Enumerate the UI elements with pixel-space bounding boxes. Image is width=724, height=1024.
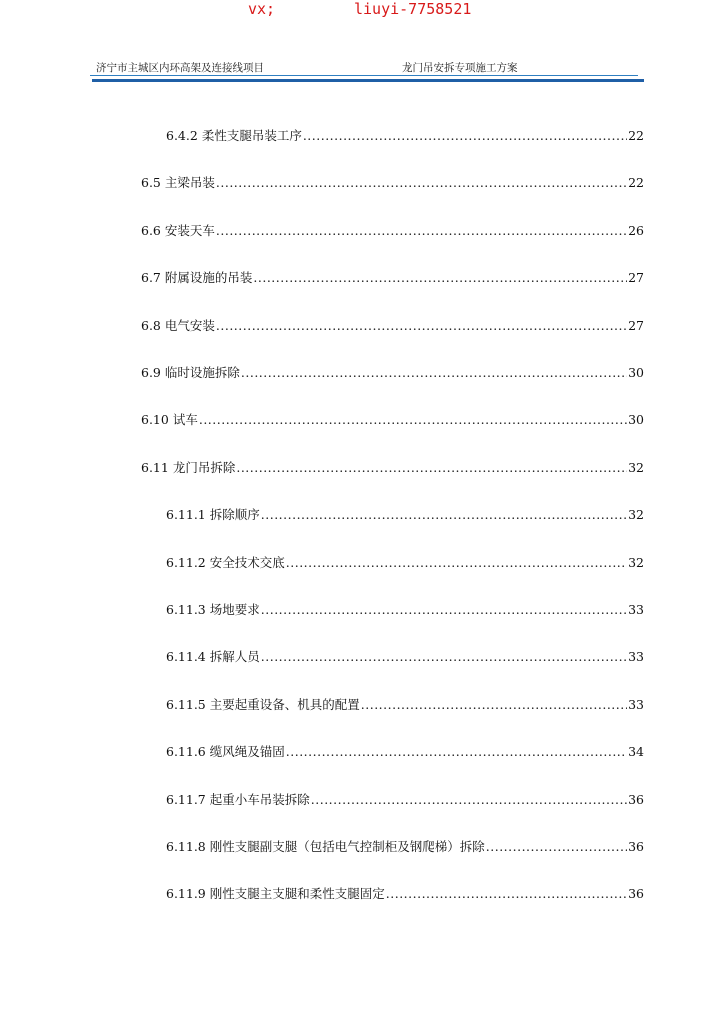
toc-entry-page: 33 (628, 602, 644, 617)
toc-entry-title: 主要起重设备、机具的配置 (209, 696, 360, 712)
toc-entry[interactable] (166, 790, 644, 808)
toc-entry[interactable] (166, 695, 644, 713)
toc-entry[interactable] (141, 410, 644, 428)
toc-entry-page: 27 (628, 270, 644, 286)
toc-entry[interactable] (141, 221, 644, 239)
toc-entry[interactable] (166, 126, 644, 144)
toc-entry-leader (261, 649, 627, 664)
toc-entry-number: 6.11.8 (166, 839, 206, 854)
toc-entry-title: 试车 (172, 412, 198, 428)
toc-entry-number: 6.4.2 (166, 128, 198, 143)
toc-entry-title: 刚性支腿主支腿和柔性支腿固定 (209, 886, 385, 902)
toc-entry-title: 龙门吊拆除 (172, 459, 236, 475)
toc-entry-page: 36 (628, 886, 644, 902)
toc-entry[interactable] (141, 458, 644, 476)
header-document-title: 龙门吊安拆专项施工方案 (402, 62, 518, 74)
toc-entry-title: 临时设施拆除 (164, 365, 240, 380)
toc-entry-title: 起重小车吊装拆除 (209, 791, 310, 807)
toc-entry[interactable] (141, 316, 644, 334)
toc-entry-leader (199, 412, 627, 427)
toc-entry-leader (241, 365, 627, 380)
toc-entry-title: 柔性支腿吊装工序 (201, 128, 302, 143)
toc-entry-leader (216, 175, 627, 190)
toc-entry-title: 附属设施的吊装 (164, 270, 253, 286)
toc-entry[interactable] (166, 837, 644, 855)
watermark-left: vx; (248, 0, 276, 18)
toc-entry-number: 6.11.4 (166, 649, 206, 665)
header-project-name: 济宁市主城区内环高架及连接线项目 (96, 62, 264, 74)
toc-entry-number: 6.11.7 (166, 791, 206, 807)
toc-entry-leader (286, 555, 627, 570)
toc-entry-page: 32 (628, 554, 644, 570)
toc-entry-page: 22 (628, 128, 644, 143)
toc-entry-number: 6.11.5 (166, 696, 206, 712)
toc-entry[interactable] (166, 884, 644, 902)
toc-entry-number: 6.11.2 (166, 554, 206, 570)
toc-entry-leader (253, 270, 627, 285)
toc-entry-leader (286, 744, 627, 759)
toc-entry[interactable] (141, 173, 644, 191)
toc-entry[interactable] (141, 268, 644, 286)
toc-entry[interactable] (141, 363, 644, 381)
toc-entry-title: 缆风绳及锚固 (209, 744, 285, 760)
toc-entry-page: 34 (628, 744, 644, 760)
toc-entry-page: 27 (628, 317, 644, 333)
toc-entry-page: 32 (628, 459, 644, 475)
toc-entry-number: 6.11.3 (166, 602, 206, 617)
toc-entry-number: 6.7 (141, 270, 161, 286)
toc-entry[interactable] (166, 742, 644, 760)
toc-entry-page: 26 (628, 222, 644, 238)
toc-entry-title: 安装天车 (164, 222, 215, 238)
toc-entry-page: 30 (628, 365, 644, 380)
toc-entry-leader (361, 697, 627, 712)
toc-entry-title: 电气安装 (164, 317, 215, 333)
watermark-right: liuyi-7758521 (354, 0, 472, 18)
toc-entry-leader (261, 507, 627, 522)
toc-entry-number: 6.11.9 (166, 886, 206, 902)
toc-entry-number: 6.5 (141, 175, 161, 191)
toc-entry-leader (486, 839, 627, 854)
toc-entry-title: 刚性支腿副支腿（包括电气控制柜及钢爬梯）拆除 (209, 839, 485, 854)
toc-entry-leader (216, 318, 627, 333)
toc-entry-title: 安全技术交底 (209, 554, 285, 570)
toc-entry[interactable] (166, 505, 644, 523)
toc-entry[interactable] (166, 600, 644, 618)
toc-entry-number: 6.10 (141, 412, 169, 428)
toc-entry-number: 6.11.6 (166, 744, 206, 760)
toc-entry-number: 6.11 (141, 459, 169, 475)
toc-entry-title: 拆解人员 (209, 649, 260, 665)
toc-entry-number: 6.9 (141, 365, 161, 380)
toc-entry-leader (386, 886, 627, 901)
toc-entry-number: 6.6 (141, 222, 161, 238)
toc-entry-page: 33 (628, 649, 644, 665)
toc-entry-page: 22 (628, 175, 644, 191)
toc-entry-number: 6.8 (141, 317, 161, 333)
toc-entry-page: 30 (628, 412, 644, 428)
toc-entry-leader (261, 602, 627, 617)
toc-entry-leader (216, 223, 627, 238)
toc-entry-number: 6.11.1 (166, 507, 206, 523)
toc-entry[interactable] (166, 553, 644, 571)
toc-entry-leader (303, 128, 627, 143)
toc-entry-leader (311, 792, 627, 807)
toc-entry-title: 场地要求 (209, 602, 260, 617)
toc-entry[interactable] (166, 647, 644, 665)
toc-entry-page: 32 (628, 507, 644, 523)
toc-entry-leader (236, 460, 627, 475)
toc-entry-page: 33 (628, 696, 644, 712)
toc-entry-title: 拆除顺序 (209, 507, 260, 523)
toc-entry-page: 36 (628, 839, 644, 854)
toc-entry-page: 36 (628, 791, 644, 807)
toc-entry-title: 主梁吊装 (164, 175, 215, 191)
